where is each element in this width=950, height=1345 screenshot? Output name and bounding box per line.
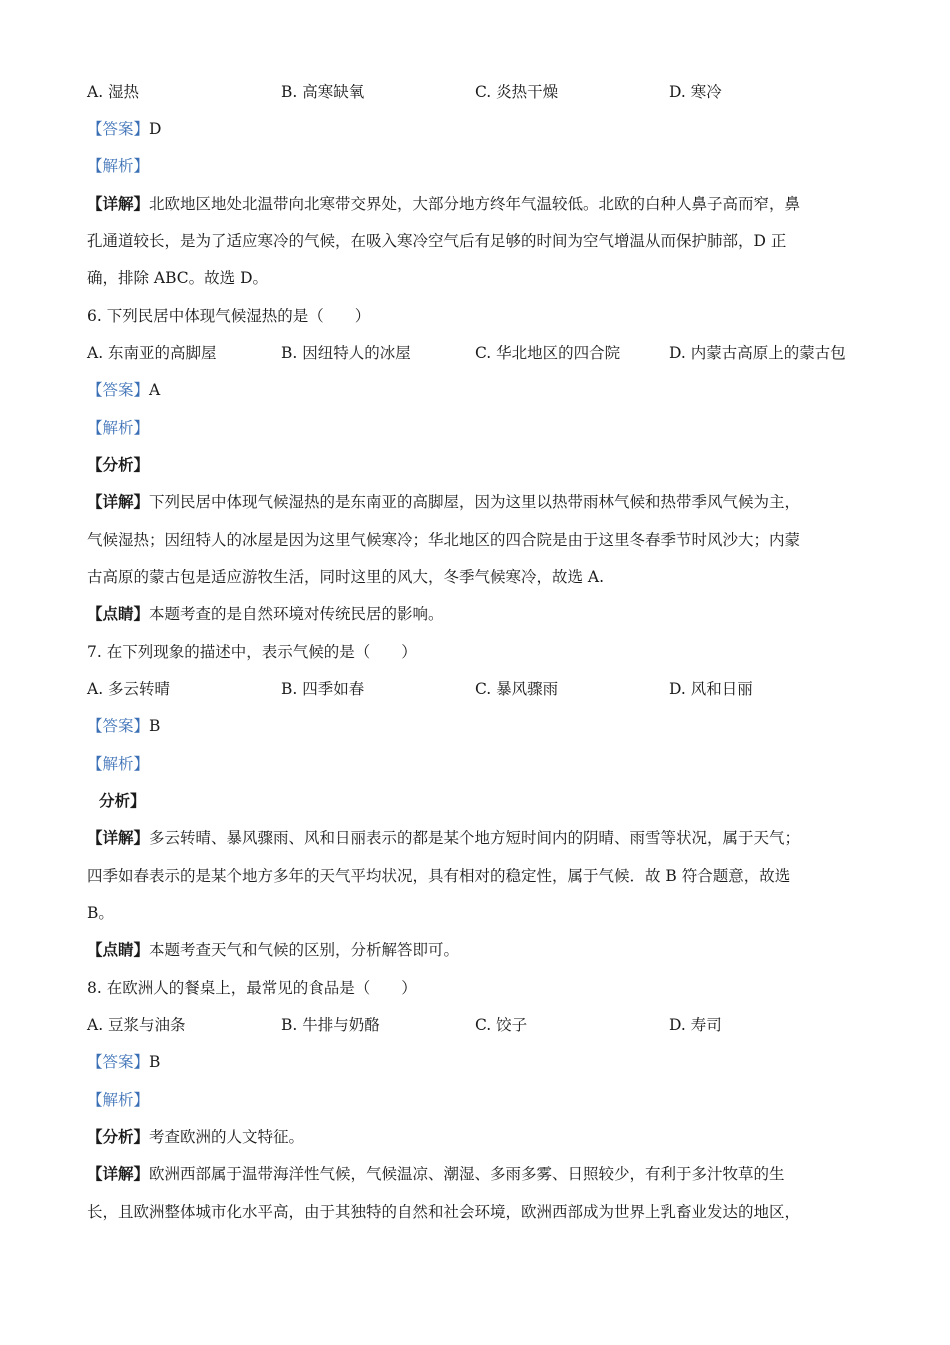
analysis-tag: 【解析】 (87, 157, 150, 175)
dianjing-text: 本题考查天气和气候的区别，分析解答即可。 (149, 941, 460, 959)
q6-dianjing (87, 603, 867, 625)
answer-value: A (149, 381, 161, 399)
q7-option-c: C. 暴风骤雨 (475, 680, 559, 698)
q8-answer (87, 1051, 867, 1073)
answer-value: B (149, 717, 161, 735)
dianjing-tag: 【点睛】 (87, 604, 150, 623)
answer-tag: 【答案】 (87, 120, 150, 138)
q8-detail-line-2: 长，且欧洲整体城市化水平高，由于其独特的自然和社会环境，欧洲西部成为世界上乳畜业发达的地区， (87, 1203, 801, 1221)
q8-detail-line-1 (87, 1163, 867, 1185)
q6-analysis (87, 417, 867, 439)
q5-option-a: A. 湿热 (87, 83, 140, 101)
q5-detail-line-1 (87, 193, 867, 215)
q5-option-c: C. 炎热干燥 (475, 83, 559, 101)
q8-option-a: A. 豆浆与油条 (87, 1016, 186, 1034)
q8-option-b: B. 牛排与奶酪 (281, 1016, 380, 1034)
q7-option-d: D. 风和日丽 (669, 680, 753, 698)
q7-option-a: A. 多云转晴 (87, 680, 171, 698)
q6-answer (87, 379, 867, 401)
q6-detail-line-2: 气候湿热；因纽特人的冰屋是因为这里气候寒冷；华北地区的四合院是由于这里冬春季节时风沙大；内蒙 (87, 531, 801, 549)
detail-text: 多云转晴、暴风骤雨、风和日丽表示的都是某个地方短时间内的阴晴、雨雪等状况，属于天气； (149, 829, 801, 847)
answer-tag: 【答案】 (87, 1053, 150, 1071)
q6-option-d: D. 内蒙古高原上的蒙古包 (669, 344, 846, 362)
q5-option-b: B. 高寒缺氧 (281, 83, 365, 101)
q6-detail-line-3: 古高原的蒙古包是适应游牧生活，同时这里的风大，冬季气候寒冷，故选 A. (87, 568, 605, 586)
q7-analysis (87, 753, 867, 775)
q7-fenxi (99, 790, 879, 812)
answer-tag: 【答案】 (87, 381, 150, 399)
q7-answer (87, 715, 867, 737)
q8-fenxi (87, 1126, 867, 1148)
q8-stem: 8. 在欧洲人的餐桌上，最常见的食品是（ ） (87, 979, 417, 997)
q5-answer (87, 118, 867, 140)
q8-option-d: D. 寿司 (669, 1016, 722, 1034)
fenxi-tag: 分析】 (99, 791, 146, 810)
q5-option-d: D. 寒冷 (669, 83, 722, 101)
answer-value: D (149, 120, 162, 138)
q5-analysis (87, 155, 867, 177)
detail-text: 北欧地区地处北温带向北寒带交界处，大部分地方终年气温较低。北欧的白种人鼻子高而窄，鼻 (149, 195, 801, 213)
dianjing-tag: 【点睛】 (87, 940, 150, 959)
q6-stem: 6. 下列民居中体现气候湿热的是（ ） (87, 307, 371, 325)
detail-text: 下列民居中体现气候湿热的是东南亚的高脚屋，因为这里以热带雨林气候和热带季风气候为主， (149, 493, 801, 511)
answer-tag: 【答案】 (87, 717, 150, 735)
q7-dianjing (87, 939, 867, 961)
detail-tag: 【详解】 (87, 194, 150, 213)
fenxi-tag: 【分析】 (87, 1127, 150, 1146)
analysis-tag: 【解析】 (87, 419, 150, 437)
q6-fenxi (87, 454, 867, 476)
q8-option-c: C. 饺子 (475, 1016, 528, 1034)
q7-stem: 7. 在下列现象的描述中，表示气候的是（ ） (87, 643, 417, 661)
q7-detail-line-1 (87, 827, 867, 849)
detail-text: 欧洲西部属于温带海洋性气候，气候温凉、潮湿、多雨多雾、日照较少，有利于多汁牧草的生 (149, 1165, 785, 1183)
fenxi-text: 考查欧洲的人文特征。 (149, 1128, 305, 1146)
analysis-tag: 【解析】 (87, 755, 150, 773)
q6-detail-line-1 (87, 491, 867, 513)
q8-analysis (87, 1089, 867, 1111)
q5-detail-line-2: 孔通道较长，是为了适应寒冷的气候，在吸入寒冷空气后有足够的时间为空气增温从而保护肺部，D 正 (87, 232, 787, 250)
q6-option-c: C. 华北地区的四合院 (475, 344, 621, 362)
answer-value: B (149, 1053, 161, 1071)
q6-option-a: A. 东南亚的高脚屋 (87, 344, 217, 362)
analysis-tag: 【解析】 (87, 1091, 150, 1109)
q7-option-b: B. 四季如春 (281, 680, 365, 698)
q5-detail-line-3: 确，排除 ABC。故选 D。 (87, 269, 269, 287)
q7-detail-line-2: 四季如春表示的是某个地方多年的天气平均状况，具有相对的稳定性，属于气候．故 B 符合题意，故选 (87, 867, 791, 885)
fenxi-tag: 【分析】 (87, 455, 150, 474)
detail-tag: 【详解】 (87, 1164, 150, 1183)
detail-tag: 【详解】 (87, 492, 150, 511)
dianjing-text: 本题考查的是自然环境对传统民居的影响。 (149, 605, 444, 623)
q7-detail-line-3: B。 (87, 904, 114, 922)
detail-tag: 【详解】 (87, 828, 150, 847)
q6-option-b: B. 因纽特人的冰屋 (281, 344, 411, 362)
